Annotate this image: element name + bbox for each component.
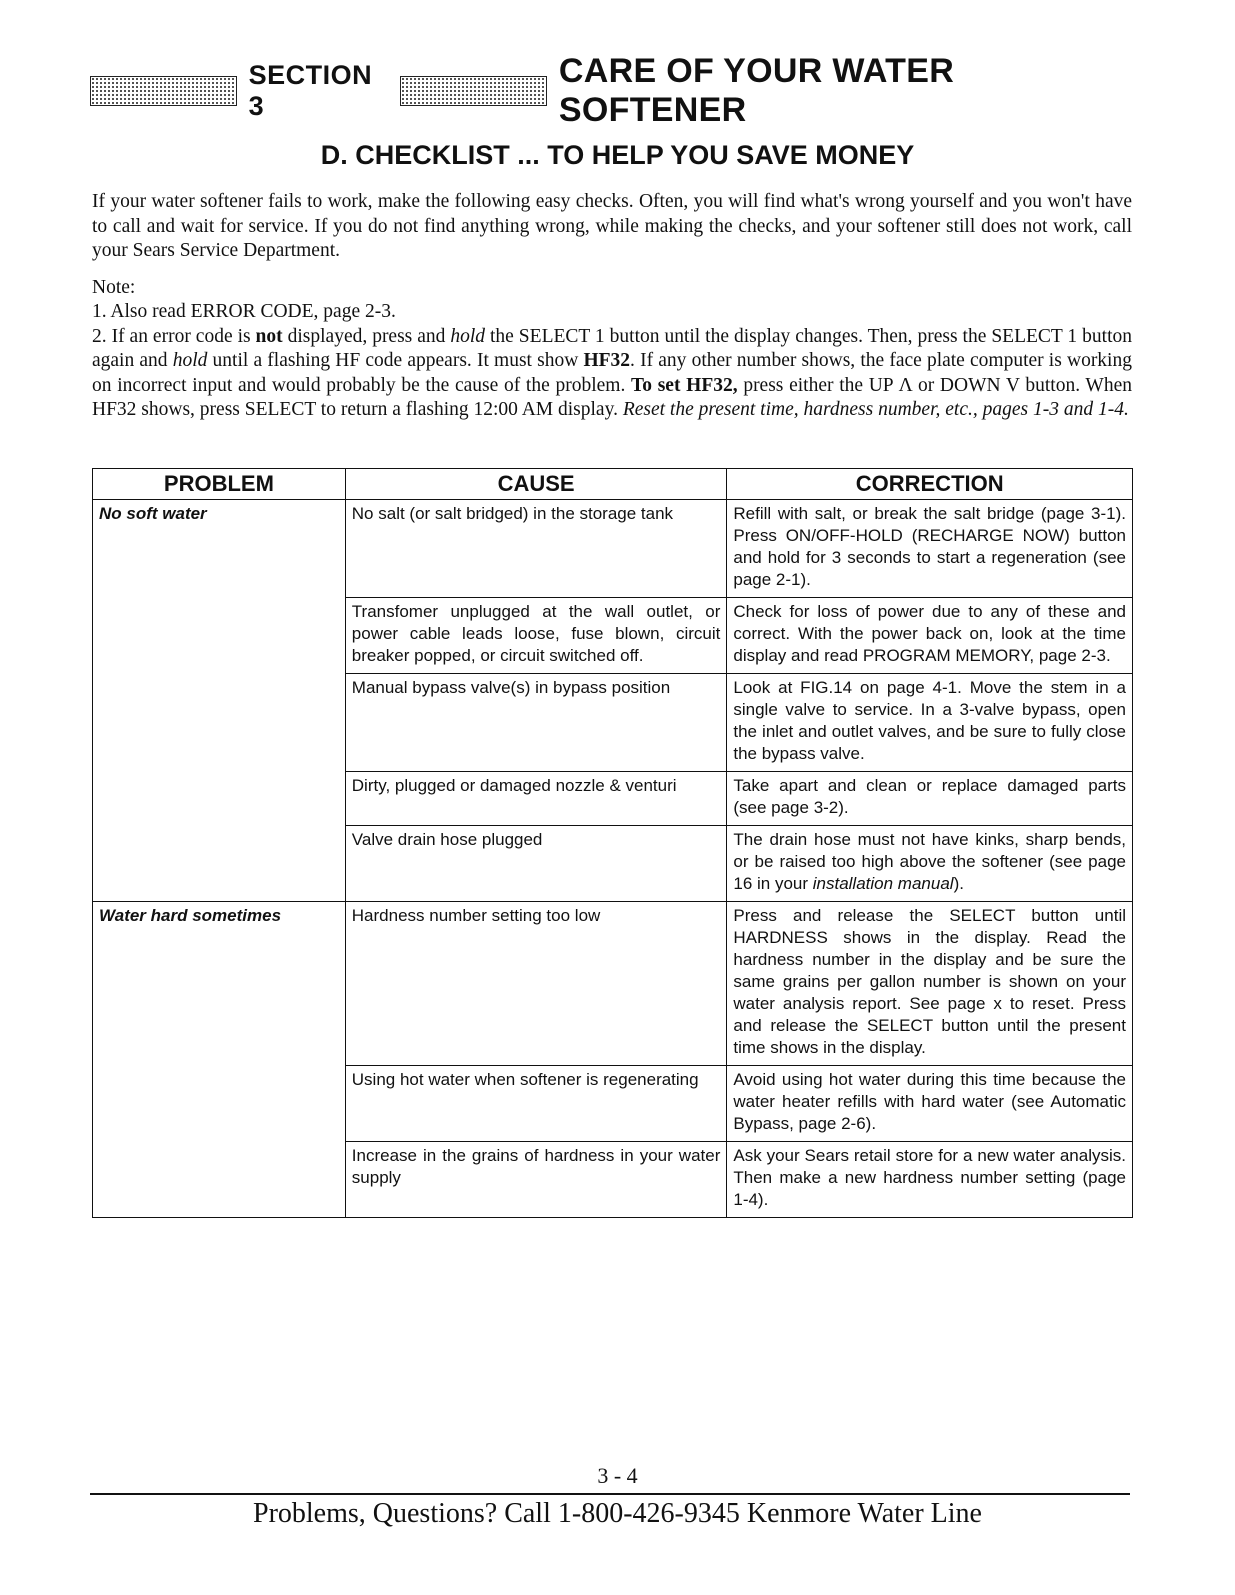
note-item-2 — [92, 325, 1132, 423]
cause-cell: Valve drain hose plugged — [345, 826, 727, 902]
correction-italic: installation manual — [812, 874, 954, 893]
correction-cell: Refill with salt, or break the salt bridge (page 3-1). Press ON/OFF-HOLD (RECHARGE NOW) button and hold for 3 seconds to start a regeneration (see page 2-1). — [727, 500, 1133, 598]
dotted-pattern-box — [400, 76, 547, 106]
intro-paragraph: If your water softener fails to work, make the following easy checks. Often, you will find what's wrong yourself and you won't have to call and wait for service. If you do not find anything wrong, while making the checks, and your softener still does not work, call your Sears Service Department. — [92, 191, 1132, 261]
note-text: the SELECT 1 button until the display changes. Then, press the SELECT 1 button again and — [92, 325, 1132, 371]
footer-contact-line: Problems, Questions? Call 1-800-426-9345 Kenmore Water Line — [253, 1498, 982, 1529]
note-bold: To set HF32, — [631, 374, 738, 396]
note-label: Note: — [92, 276, 136, 298]
section-header — [90, 52, 1130, 129]
correction-cell: Check for loss of power due to any of these and correct. With the power back on, look at the time display and read PROGRAM MEMORY, page 2-3. — [727, 598, 1133, 674]
cause-cell: Hardness number setting too low — [345, 902, 727, 1066]
correction-cell: Take apart and clean or replace damaged parts (see page 3-2). — [727, 772, 1133, 826]
problem-cell: No soft water — [93, 500, 346, 902]
correction-cell: Ask your Sears retail store for a new water analysis. Then make a new hardness number setting (page 1-4). — [727, 1142, 1133, 1218]
correction-cell: Avoid using hot water during this time because the water heater refills with hard water (see Automatic Bypass, page 2-6). — [727, 1066, 1133, 1142]
cause-cell: Increase in the grains of hardness in your water supply — [345, 1142, 727, 1218]
correction-cell: Press and release the SELECT button until HARDNESS shows in the display. Read the hardness number in the display and be sure the same grains per gallon number is shown on your water analysis report. See page x to reset. Press and release the SELECT button until the present time shows in the display. — [727, 902, 1133, 1066]
page-number: 3 - 4 — [597, 1463, 638, 1488]
footer-divider — [90, 1493, 1130, 1495]
note-text: press either the UP Λ or DOWN V button. When HF32 shows, press SELECT to return a flashing 12:00 AM display. — [92, 374, 1132, 420]
checklist-table — [92, 468, 1133, 1218]
note-text: . If any other number shows, the face plate computer is working on incorrect input and would probably be the cause of the problem. — [92, 350, 1132, 396]
cause-cell: Transfomer unplugged at the wall outlet, or power cable leads loose, fuse blown, circuit breaker popped, or circuit switched off. — [345, 598, 727, 674]
cause-cell: Dirty, plugged or damaged nozzle & venturi — [345, 772, 727, 826]
correction-cell — [727, 826, 1133, 902]
column-header-correction: CORRECTION — [727, 469, 1133, 500]
column-header-cause: CAUSE — [345, 469, 727, 500]
checklist-heading: D. CHECKLIST ... TO HELP YOU SAVE MONEY — [320, 140, 915, 170]
correction-text: The drain hose must not have kinks, sharp bends, or be raised too high above the softener (see page 16 in your — [733, 830, 1126, 893]
note-bold: HF32 — [583, 350, 631, 371]
table-row — [93, 500, 1133, 598]
correction-cell: Look at FIG.14 on page 4-1. Move the stem in a single valve to service. In a 3-valve bypass, open the inlet and outlet valves, and be sure to fully close the bypass valve. — [727, 674, 1133, 772]
note-text: until a flashing HF code appears. It must show — [207, 350, 584, 371]
page-title: CARE OF YOUR WATER SOFTENER — [558, 52, 955, 129]
correction-text: ). — [953, 874, 964, 893]
intro-text — [92, 190, 1132, 423]
note-italic: hold — [450, 325, 486, 347]
note-italic: Reset the present time, hardness number, etc., pages 1-3 and 1-4. — [622, 399, 1129, 420]
note-bold: not — [255, 325, 283, 347]
section-label: SECTION 3 — [248, 60, 373, 121]
problem-cell: Water hard sometimes — [93, 902, 346, 1218]
note-text: displayed, press and — [282, 325, 451, 347]
cause-cell: No salt (or salt bridged) in the storage tank — [345, 500, 727, 598]
table-row — [93, 902, 1133, 1066]
column-header-problem: PROBLEM — [93, 469, 346, 500]
note-item-1: 1. Also read ERROR CODE, page 2-3. — [92, 301, 396, 322]
cause-cell: Using hot water when softener is regenerating — [345, 1066, 727, 1142]
note-text: 2. If an error code is — [92, 325, 256, 347]
note-italic: hold — [172, 350, 208, 371]
cause-cell: Manual bypass valve(s) in bypass position — [345, 674, 727, 772]
table-header-row — [93, 469, 1133, 500]
dotted-pattern-box — [90, 76, 237, 106]
